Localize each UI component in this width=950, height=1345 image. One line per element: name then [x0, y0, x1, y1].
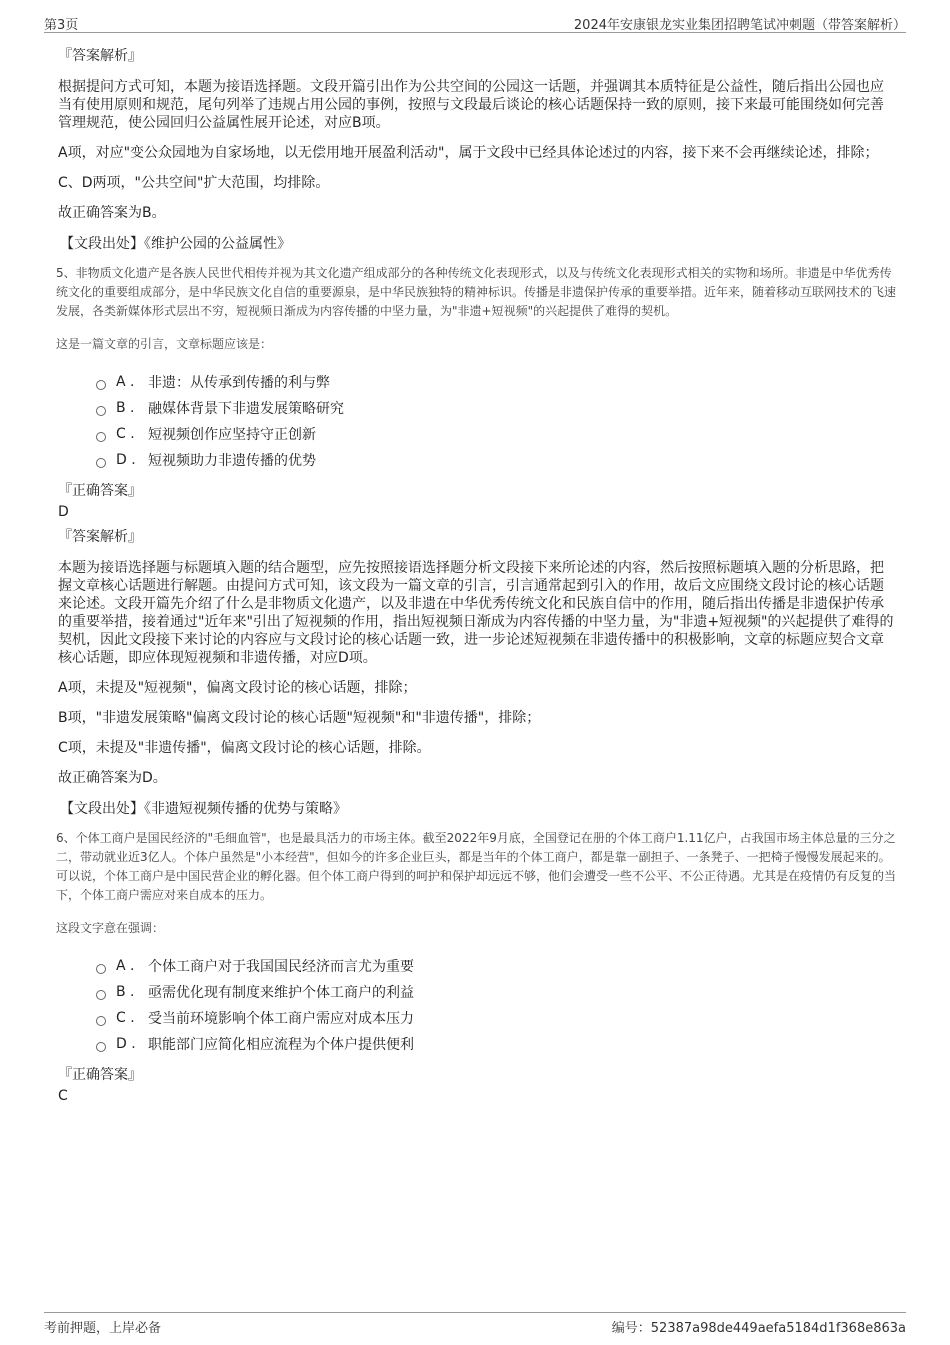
document-title: 2024年安康银龙实业集团招聘笔试冲刺题（带答案解析） — [573, 18, 906, 33]
q6-correct-answer: C — [58, 1088, 68, 1104]
q6-option-d[interactable] — [96, 1031, 896, 1057]
q4-source: 【文段出处】《维护公园的公益属性》 — [60, 236, 291, 252]
q5-analysis-paragraph: 故正确答案为D。 — [58, 770, 167, 786]
option-letter: A . — [116, 374, 135, 390]
q5-option-c[interactable] — [96, 421, 896, 447]
option-letter: C . — [116, 1010, 135, 1026]
radio-icon[interactable] — [96, 990, 106, 1000]
q4-analysis-paragraph: 根据提问方式可知，本题为接语选择题。文段开篇引出作为公共空间的公园这一话题，并强调其本质特征是公益性，随后指出公园也应当有使用原则和规范，尾句列举了违规占用公园的事例，按照与文段最后谈论的核心话题保持一致的原则，接下来最可能围绕如何完善管理规范，使公园回归公益属性展开论述，对应B项。 — [58, 79, 884, 131]
radio-icon[interactable] — [96, 432, 106, 442]
page-header — [44, 14, 906, 33]
radio-icon[interactable] — [96, 1016, 106, 1026]
q5-question: 5、非物质文化遗产是各族人民世代相传并视为其文化遗产组成部分的各种传统文化表现形式，以及与传统文化表现形式相关的实物和场所。非遗是中华优秀传统文化的重要组成部分，是中华民族文化自信的重要源泉，是中华民族独特的精神标识。传播是非遗保护传承的重要举措。近年来，随着移动互联网技术的飞速发展，各类新媒体形式层出不穷，短视频日渐成为内容传播的中坚力量，为"非遗+短视频"的兴起提供了难得的契机。 — [56, 266, 897, 318]
document-code: 编号：52387a98de449aefa5184d1f368e863a — [611, 1321, 906, 1336]
q5-option-a[interactable] — [96, 369, 896, 395]
option-text: 融媒体背景下非遗发展策略研究 — [148, 401, 344, 417]
option-text: 亟需优化现有制度来维护个体工商户的利益 — [148, 985, 414, 1001]
q5-correct-answer: D — [58, 504, 69, 520]
q5-analysis-paragraph: A项，未提及"短视频"，偏离文段讨论的核心话题，排除； — [58, 680, 417, 696]
q5-prompt: 这是一篇文章的引言，文章标题应该是： — [56, 337, 273, 351]
q5-analysis-paragraph: C项，未提及"非遗传播"，偏离文段讨论的核心话题，排除。 — [58, 740, 431, 756]
option-letter: A . — [116, 958, 135, 974]
q4-analysis-paragraph: 故正确答案为B。 — [58, 205, 166, 221]
page-footer — [44, 1312, 906, 1336]
radio-icon[interactable] — [96, 1042, 106, 1052]
option-text: 受当前环境影响个体工商户需应对成本压力 — [148, 1011, 414, 1027]
q5-analysis-label: 『答案解析』 — [58, 529, 142, 545]
q5-option-b[interactable] — [96, 395, 896, 421]
option-letter: C . — [116, 426, 135, 442]
option-letter: B . — [116, 984, 135, 1000]
q5-analysis-paragraph: B项，"非遗发展策略"偏离文段讨论的核心话题"短视频"和"非遗传播"，排除； — [58, 710, 541, 726]
q5-options — [96, 369, 896, 473]
q5-correct-label: 『正确答案』 — [58, 483, 142, 499]
option-letter: D . — [116, 452, 136, 468]
radio-icon[interactable] — [96, 380, 106, 390]
radio-icon[interactable] — [96, 406, 106, 416]
q4-analysis-paragraph: C、D两项，"公共空间"扩大范围，均排除。 — [58, 175, 330, 191]
option-text: 个体工商户对于我国国民经济而言尤为重要 — [148, 959, 414, 975]
page-content — [56, 46, 896, 1111]
q6-options — [96, 953, 896, 1057]
radio-icon[interactable] — [96, 964, 106, 974]
q5-analysis-paragraph: 本题为接语选择题与标题填入题的结合题型，应先按照接语选择题分析文段接下来所论述的内容，然后按照标题填入题的分析思路，把握文章核心话题进行解题。由提问方式可知，该文段为一篇文章的引言，引言通常起到引入的作用，故后文应围绕文段讨论的核心话题来论述。文段开篇先介绍了什么是非物质文化遗产，以及非遗在中华优秀传统文化和民族自信中的作用，随后指出传播是非遗保护传承的重要举措，接着通过"近年来"引出了短视频的作用，指出短视频日渐成为内容传播的中坚力量，为"非遗+短视频"的兴起提供了难得的契机，因此文段接下来讨论的内容应与文段讨论的核心话题一致，进一步论述短视频在非遗传播中的积极影响，文章的标题应契合文章核心话题，即应体现短视频和非遗传播，对应D项。 — [58, 560, 894, 666]
option-letter: B . — [116, 400, 135, 416]
option-text: 职能部门应简化相应流程为个体户提供便利 — [148, 1037, 414, 1053]
q6-option-a[interactable] — [96, 953, 896, 979]
page-number: 第3页 — [44, 18, 79, 33]
radio-icon[interactable] — [96, 458, 106, 468]
q6-option-b[interactable] — [96, 979, 896, 1005]
q5-option-d[interactable] — [96, 447, 896, 473]
option-letter: D . — [116, 1036, 136, 1052]
q5-source: 【文段出处】《非遗短视频传播的优势与策略》 — [60, 801, 347, 817]
q6-option-c[interactable] — [96, 1005, 896, 1031]
option-text: 非遗：从传承到传播的利与弊 — [148, 375, 330, 391]
footer-slogan: 考前押题，上岸必备 — [44, 1321, 162, 1336]
option-text: 短视频助力非遗传播的优势 — [148, 453, 316, 469]
q4-analysis-paragraph: A项，对应"变公众园地为自家场地，以无偿用地开展盈利活动"，属于文段中已经具体论述过的内容，接下来不会再继续论述，排除； — [58, 145, 879, 161]
q6-question: 6、个体工商户是国民经济的"毛细血管"，也是最具活力的市场主体。截至2022年9月底，全国登记在册的个体工商户1.11亿户，占我国市场主体总量的三分之二，带动就业近3亿人。个体户虽然是"小本经营"，但如今的许多企业巨头，都是当年的个体工商户，都是靠一副担子、一条凳子、一把椅子慢慢发展起来的。可以说，个体工商户是中国民营企业的孵化器。但个体工商户得到的呵护和保护却远远不够，他们会遭受一些不公平、不公正待遇。尤其是在疫情仍有反复的当下，个体工商户需应对来自成本的压力。 — [56, 831, 897, 902]
q6-correct-label: 『正确答案』 — [58, 1067, 142, 1083]
q6-prompt: 这段文字意在强调： — [56, 921, 165, 935]
q4-analysis-label: 『答案解析』 — [58, 48, 142, 64]
option-text: 短视频创作应坚持守正创新 — [148, 427, 316, 443]
